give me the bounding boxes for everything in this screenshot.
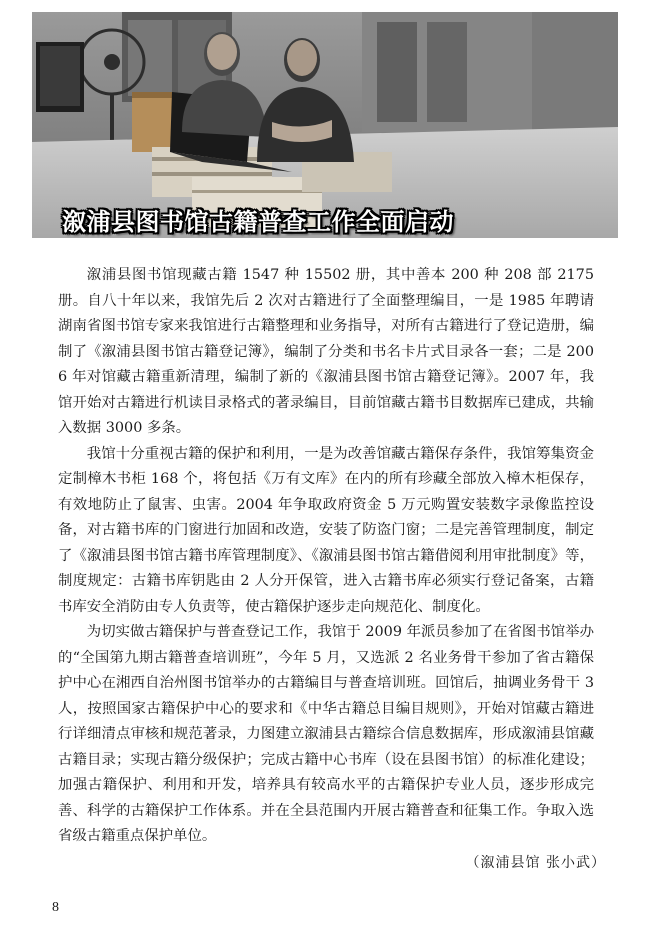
paragraph-2: 我馆十分重视古籍的保护和利用，一是为改善馆藏古籍保存条件，我馆筹集资金定制樟木书柜 168 个，将包括《万有文库》在内的所有珍藏全部放入樟木柜保存，有效地防止了鼠害、虫害。2004 年争取政府资金 5 万元购置安装数字录像监控设备，对古籍书库的门窗进行加固和改造，安装了防盗门窗；二是完善管理制度，制定了《溆浦县图书馆古籍书库管理制度》、《溆浦县图书馆古籍借阅利用审批制度》等，制度规定：古籍书库钥匙由 2 人分开保管，进入古籍书库必须实行登记备案，古籍书库安全消防由专人负责等，使古籍保护逐步走向规范化、制度化。 bbox=[58, 445, 594, 615]
author-byline: （溆浦县馆 张小武） bbox=[465, 855, 606, 871]
paragraph-3: 为切实做古籍保护与普查登记工作，我馆于 2009 年派员参加了在省图书馆举办的“全国第九期古籍普查培训班”，今年 5 月，又选派 2 名业务骨干参加了省古籍保护中心在湘西自治州图书馆举办的古籍编目与普查培训班。回馆后，抽调业务骨干 3 人，按照国家古籍保护中心的要求和《中华古籍总目编目规则》，开始对馆藏古籍进行详细清点审核和规范著录，力图建立溆浦县古籍综合信息数据库，形成溆浦县馆藏古籍目录；实现古籍分级保护；完成古籍中心书库（设在县图书馆）的标准化建设；加强古籍保护、利用和开发，培养具有较高水平的古籍保护专业人员，逐步形成完善、科学的古籍保护工作体系。并在全县范围内开展古籍普查和征集工作。争取入选省级古籍重点保护单位。 bbox=[58, 624, 594, 844]
page-number: 8 bbox=[52, 900, 59, 915]
article-photo bbox=[32, 12, 618, 238]
article-body bbox=[58, 263, 594, 850]
paragraph-1: 溆浦县图书馆现藏古籍 1547 种 15502 册，其中善本 200 种 208 部 2175 册。自八十年以来，我馆先后 2 次对古籍进行了全面整理编目，一是 1985 年聘请湖南省图书馆专家来我馆进行古籍整理和业务指导，对所有古籍进行了登记造册，编制了《溆浦县图书馆古籍登记簿》，编制了分类和书名卡片式目录各一套；二是 2006 年对馆藏古籍重新清理，编制了新的《溆浦县图书馆古籍登记簿》。2007 年，我馆开始对古籍进行机读目录格式的著录编目，目前馆藏古籍书目数据库已建成，共输入数据 3000 多条。 bbox=[58, 267, 594, 436]
page-title: 溆浦县图书馆古籍普查工作全面启动 bbox=[62, 208, 454, 236]
